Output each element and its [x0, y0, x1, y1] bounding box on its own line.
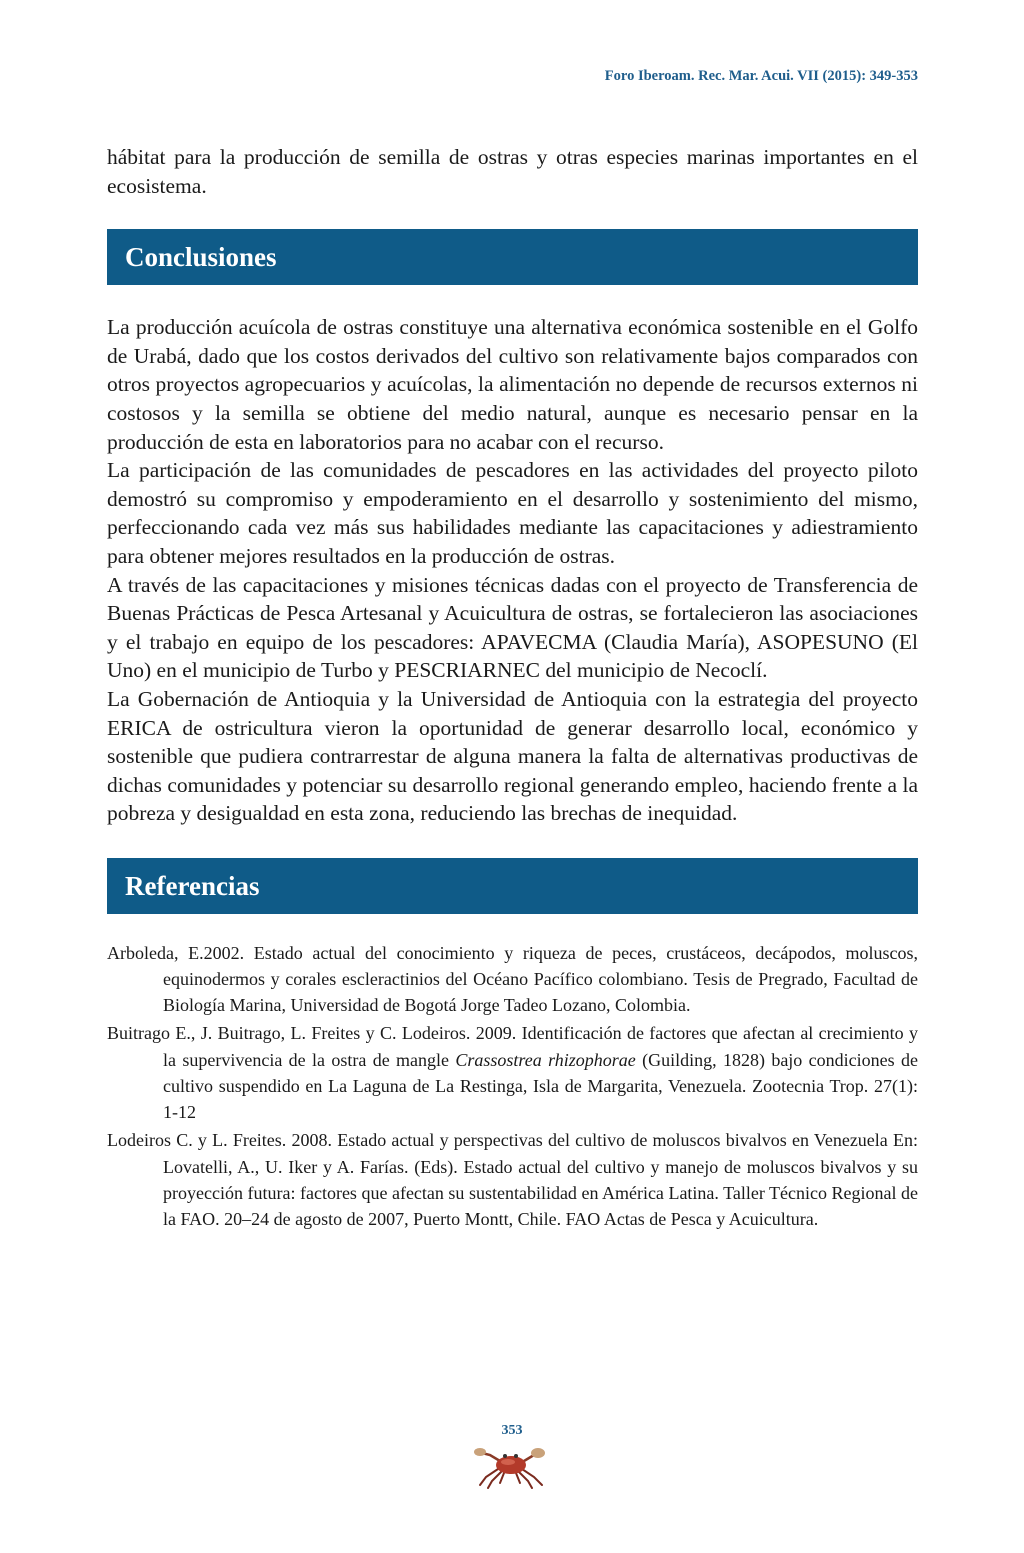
conclusions-paragraph: La producción acuícola de ostras constituye una alternativa económica sostenible en el Golfo de Urabá, dado que los costos derivados del cultivo son relativamente bajos comparados con otros proyectos agropecuarios y acuícolas, la alimentación no depende de recursos externos ni costosos y la semilla se obtiene del medio natural, aunque es necesario pensar en la producción de esta en laboratorios para no acabar con el recurso.: [107, 315, 918, 454]
conclusions-paragraph: A través de las capacitaciones y misiones técnicas dadas con el proyecto de Transferencia de Buenas Prácticas de Pesca Artesanal y Acuicultura de ostras, se fortalecieron las asociaciones y el trabajo en equipo de los pescadores: APAVECMA (Claudia María), ASOPESUNO (El Uno) en el municipio de Turbo y PESCRIARNEC del municipio de Necoclí.: [107, 572, 918, 683]
species-name: Crassostrea rhizophorae: [455, 1049, 636, 1070]
reference-item: Lodeiros C. y L. Freites. 2008. Estado actual y perspectivas del cultivo de moluscos bivalvos en Venezuela En: Lovatelli, A., U. Iker y A. Farías. (Eds). Estado actual del cultivo y manejo de moluscos bivalvos y su proyección futura: factores que afectan su sustentabilidad en América Latina. Taller Técnico Regional de la FAO. 20–24 de agosto de 2007, Puerto Montt, Chile. FAO Actas de Pesca y Acuicultura.: [107, 1130, 918, 1229]
intro-paragraph: hábitat para la producción de semilla de ostras y otras especies marinas importantes en el ecosistema.: [107, 145, 918, 198]
conclusions-heading: Conclusiones: [107, 229, 918, 285]
conclusions-paragraph: La participación de las comunidades de pescadores en las actividades del proyecto piloto demostró su compromiso y empoderamiento en el desarrollo y sostenimiento del mismo, perfeccionando cada vez más sus habilidades mediante las capacitaciones y adiestramiento para obtener mejores resultados en la producción de ostras.: [107, 458, 918, 568]
page-content: [107, 143, 918, 1234]
journal-header: Foro Iberoam. Rec. Mar. Acui. VII (2015): 349-353: [604, 68, 918, 84]
references-heading: Referencias: [107, 858, 918, 914]
reference-text: (Guilding, 1828) bajo condiciones de cultivo suspendido en La Laguna de La Restinga, Isla de Margarita, Venezuela. Zootecnia Trop. 27(1): 1-12: [163, 1049, 918, 1123]
conclusions-paragraph: La Gobernación de Antioquia y la Universidad de Antioquia con la estrategia del proyecto ERICA de ostricultura vieron la oportunidad de generar desarrollo local, económico y sostenible que pudiera contrarrestar de alguna manera la falta de alternativas productivas de dichas comunidades y potenciar su desarrollo regional generando empleo, haciendo frente a la pobreza y desigualdad en esta zona, reduciendo las brechas de inequidad.: [107, 686, 918, 826]
conclusions-body: [107, 313, 918, 828]
reference-item: Arboleda, E.2002. Estado actual del conocimiento y riqueza de peces, crustáceos, decápodos, moluscos, equinodermos y corales escleractinios del Océano Pacífico colombiano. Tesis de Pregrado, Facultad de Biología Marina, Universidad de Bogotá Jorge Tadeo Lozano, Colombia.: [107, 942, 918, 1016]
crab-icon: [474, 1443, 550, 1489]
reference-list: [107, 940, 918, 1232]
page-number: 353: [501, 1423, 523, 1438]
reference-text: Buitrago E., J. Buitrago, L. Freites y C. Lodeiros. 2009. Identificación de factores que afectan al crecimiento y la supervivencia de la ostra de mangle: [107, 1023, 918, 1070]
reference-item: [107, 1020, 918, 1125]
